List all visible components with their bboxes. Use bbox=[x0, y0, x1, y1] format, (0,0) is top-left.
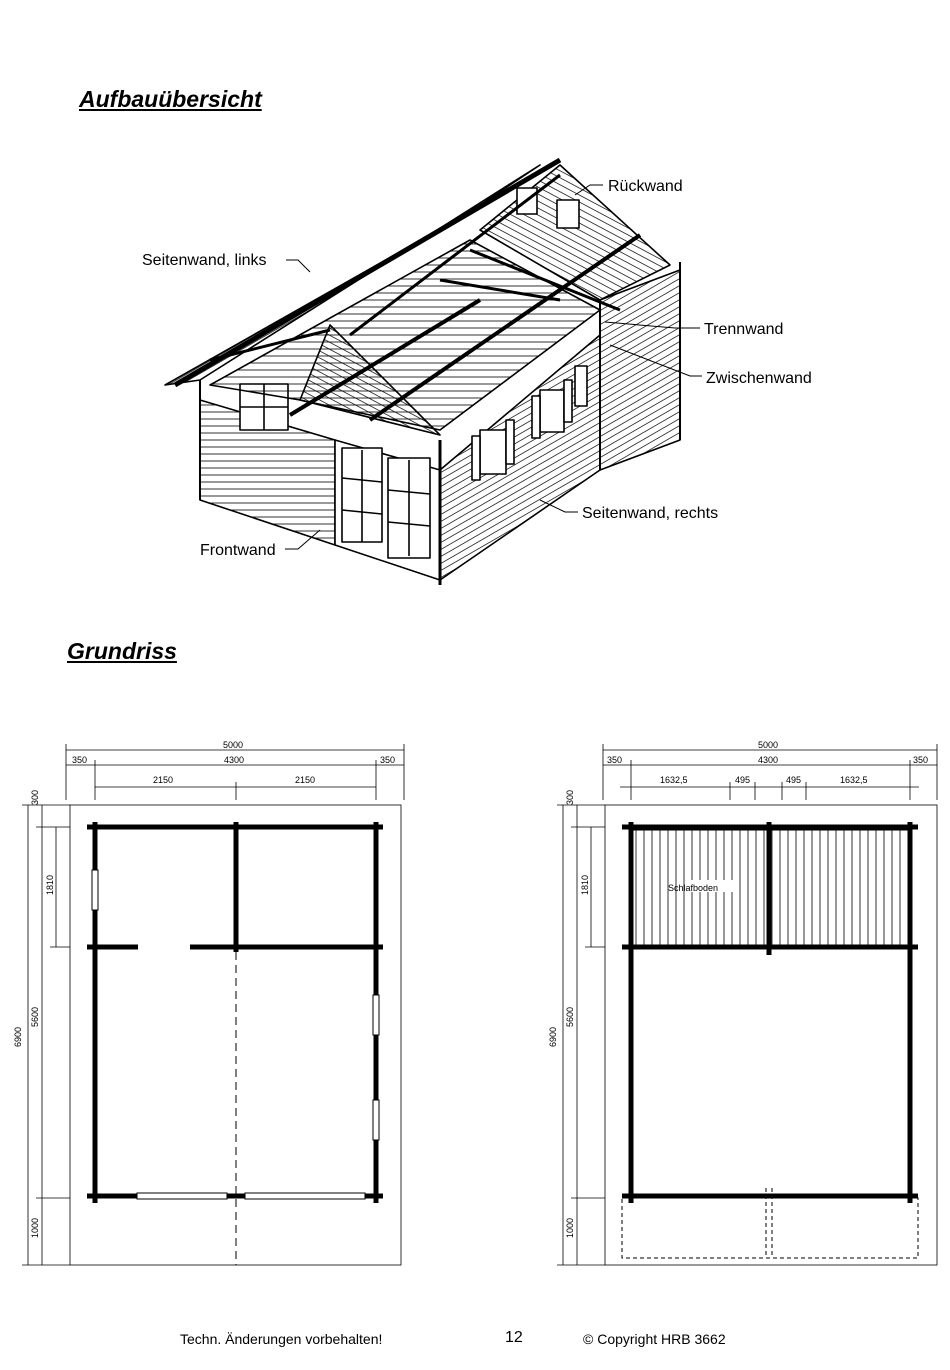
dim-edge-left-r: 350 bbox=[607, 755, 623, 765]
dim-a-r: 1632,5 bbox=[660, 775, 688, 785]
dim-total-depth-r: 6900 bbox=[548, 1026, 558, 1047]
dim-total-width-r: 5000 bbox=[758, 740, 779, 750]
label-partition: Trennwand bbox=[704, 321, 784, 338]
overview-heading: Aufbauübersicht bbox=[79, 86, 262, 112]
page-number: 12 bbox=[505, 1329, 523, 1346]
footer-disclaimer: Techn. Änderungen vorbehalten! bbox=[180, 1331, 383, 1347]
floorplan-heading: Grundriss bbox=[67, 638, 177, 664]
dim-main-r: 5600 bbox=[565, 1006, 575, 1027]
dim-main: 5600 bbox=[30, 1006, 40, 1027]
dim-total-width: 5000 bbox=[223, 740, 244, 750]
dim-total-depth: 6900 bbox=[13, 1026, 23, 1047]
dim-inner-width: 4300 bbox=[224, 755, 245, 765]
dim-top-edge: 300 bbox=[30, 789, 40, 805]
dim-half-a: 2150 bbox=[153, 775, 174, 785]
dim-edge-right: 350 bbox=[380, 755, 396, 765]
label-intermediate-wall: Zwischenwand bbox=[706, 370, 812, 387]
label-rear-wall: Rückwand bbox=[608, 178, 683, 195]
dim-bottom-r: 1000 bbox=[565, 1217, 575, 1238]
label-right-wall: Seitenwand, rechts bbox=[582, 505, 719, 522]
label-front-wall: Frontwand bbox=[200, 542, 276, 559]
dim-b-r: 495 bbox=[735, 775, 751, 785]
dim-inner-width-r: 4300 bbox=[758, 755, 779, 765]
dim-upper-r: 1810 bbox=[580, 874, 590, 895]
footer-copyright: © Copyright HRB 3662 bbox=[583, 1331, 726, 1347]
dim-bottom: 1000 bbox=[30, 1217, 40, 1238]
dim-d-r: 1632,5 bbox=[840, 775, 868, 785]
dim-edge-right-r: 350 bbox=[913, 755, 929, 765]
dim-edge-left: 350 bbox=[72, 755, 88, 765]
dim-upper: 1810 bbox=[45, 874, 55, 895]
dim-half-b: 2150 bbox=[295, 775, 316, 785]
floorplan-left bbox=[13, 740, 404, 1265]
label-left-wall: Seitenwand, links bbox=[142, 252, 267, 269]
loft-label: Schlafboden bbox=[668, 883, 719, 893]
dim-top-edge-r: 300 bbox=[565, 789, 575, 805]
dim-c-r: 495 bbox=[786, 775, 802, 785]
floorplan-right bbox=[548, 740, 937, 1265]
